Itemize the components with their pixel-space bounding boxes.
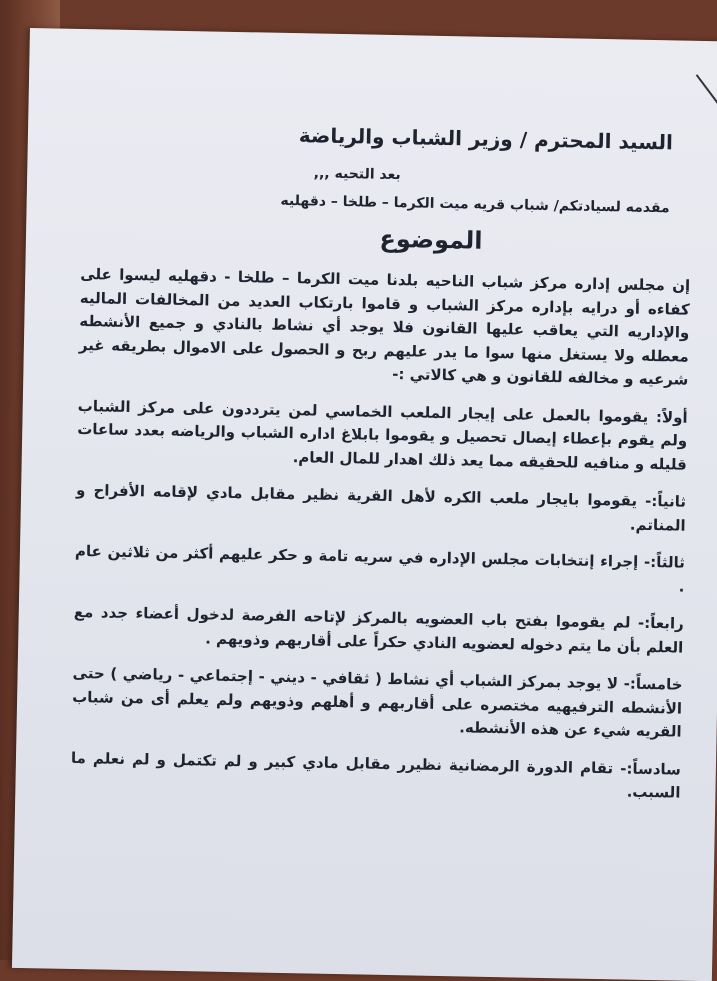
- letter-greeting: بعد التحيه ,,,: [313, 165, 401, 184]
- paragraph-fifth: خامساً:- لا يوجد بمركز الشباب أي نشاط ( ثقافي - ديني - إجتماعي - رياضي ) حتى الأنشطه الترفيهيه مختصره على أقاربهم و أهلهم وذويهم ولم يعلم أى من شباب القريه شيء عن هذه الأنشطه.: [72, 663, 683, 741]
- letter-body: [70, 109, 693, 819]
- letter-subject: الموضوع: [379, 224, 483, 255]
- pen-mark: [696, 74, 717, 106]
- letter-recipient: السيد المحترم / وزير الشباب والرياضة: [298, 123, 674, 155]
- paragraph-second: ثانياً:- يقوموا بايجار ملعب الكره لأهل القرية نظير مقابل مادي لإقامه الأفراح و المناتم.: [75, 480, 687, 535]
- letter-intro: مقدمه لسيادتكم/ شباب قريه ميت الكرما – طلخا – دقهليه: [280, 192, 670, 217]
- paragraph-sixth: سادساً:- تقام الدورة الرمضانية نظيرر مقابل مادي كبير و لم تكتمل و لم نعلم ما السبب.: [70, 748, 682, 802]
- letter-sheet: [12, 28, 717, 981]
- paragraph-first: أولاً: يقوموا بالعمل على إيجار الملعب الخماسي لمن يترددون على مركز الشباب ولم يقوم بإعطاء إيصال تحصيل و يقوموا بابلاغ اداره الشباب والرياضه بعدد ساعات قليله و منافيه للحقيقه مما يعد ذلك اهدار للمال العام.: [77, 396, 688, 474]
- paragraph-third: ثالثاً:- إجراء إنتخابات مجلس الإداره في سريه تامة و حكر عليهم أكثر من ثلاثين عام .: [74, 541, 686, 596]
- paragraph-fourth: رابعاً:- لم يقوموا بفتح باب العضويه بالمركز لإتاحه الفرصة لدخول أعضاء جدد مع العلم بأن ما يتم دخوله لعضويه النادي حكراً على أقاربهم وذويهم .: [73, 602, 684, 657]
- paragraph-opening: إن مجلس إداره مركز شباب الناحيه بلدنا ميت الكرما – طلخا - دقهليه ليسوا على كفاءه أو درايه بإداره مركز الشباب و قاموا بارتكاب العديد من المخالفات الماليه والإداريه التي يعاقب عليها القانون فلا يوجد أي نشاط بالنادي و جميع الأنشطه معطله ولا يستغل منها سوا ما يدر عليهم ربح و الحصول على الاموال بطريقه غير شرعيه و مخالفه للقانون و هي كالاتي :-: [78, 265, 691, 389]
